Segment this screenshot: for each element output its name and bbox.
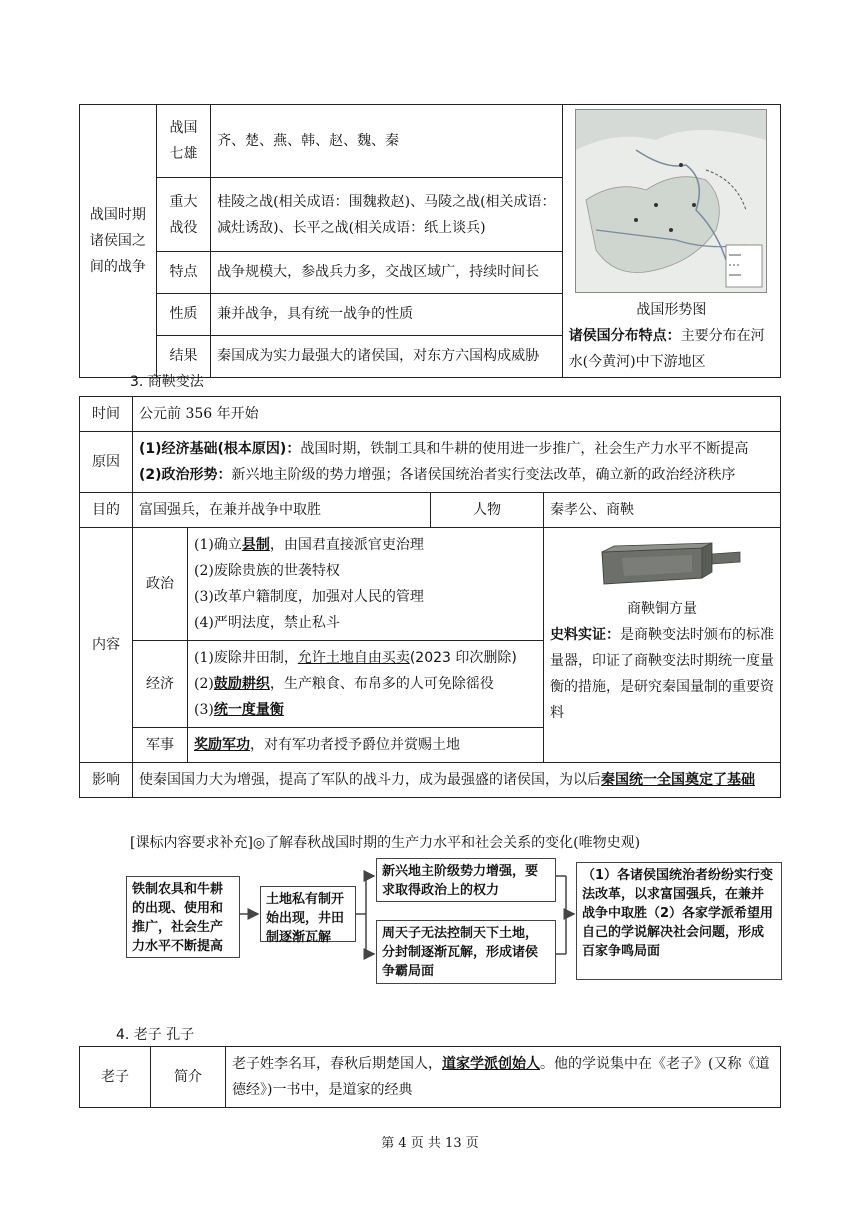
content-label: 内容 [80,528,133,763]
laozi-text: 老子姓李名耳，春秋后期楚国人，道家学派创始人。他的学说集中在《老子》(又称《道德经》)一书中，是道家的经典 [226,1047,781,1108]
evidence-note [550,622,774,726]
artifact-cell [544,528,781,763]
flow-box-productivity: 铁制农具和牛耕的出现、使用和推广，社会生产力水平不断提高 [126,876,240,958]
reform-table [79,396,781,798]
evidence-label: 史料实证： [550,627,620,643]
text-battles: 桂陵之战(相关成语：围魏救赵)、马陵之战(相关成语：减灶诱敌)、长平之战(相关成语：纸上谈兵) [211,178,563,251]
laozi-person: 老子 [80,1047,151,1108]
page-footer: 第 4 页 共 13 页 [381,1136,479,1151]
time-text: 公元前 356 年开始 [133,397,781,432]
map-graphic [576,110,766,292]
purpose-text: 富国强兵，在兼并战争中取胜 [133,493,431,528]
reason-label: 原因 [80,432,133,493]
military-merit: 奖励军功 [194,737,250,753]
label-features: 特点 [156,251,210,293]
unify-measures: 统一度量衡 [213,702,284,718]
flow-diagram [126,858,786,984]
map-caption: 战国形势图 [636,302,707,318]
daoist-founder: 道家学派创始人 [442,1056,540,1072]
economy-cell: (1)废除井田制，允许土地自由买卖(2023 印次删除) (2)鼓励耕织，生产粮食、布帛多的人可免除徭役 (3)统一度量衡 [188,641,544,728]
label-nature: 性质 [156,293,210,335]
row-title: 战国时期诸侯国之间的战争 [80,105,157,378]
free-land-trade: 允许土地自由买卖 [297,650,410,666]
encourage-farming: 鼓励耕织 [213,676,270,692]
map-note-label: 诸侯国分布特点： [568,328,681,344]
bronze-measure-image [562,538,762,594]
text-nature: 兼并战争，具有统一战争的性质 [211,293,563,335]
impact-cell: 使秦国国力大为增强，提高了军队的战斗力，成为最强盛的诸侯国，为以后秦国统一全国奠定了基础 [133,763,781,798]
evidence-text: 是商鞅变法时颁布的标准量器，印证了商鞅变法时期统一度量衡的措施，是研究秦国量制的重要资料 [550,627,774,721]
text-features: 战争规模大，参战兵力多，交战区域广，持续时间长 [211,251,563,293]
military-label: 军事 [133,728,188,763]
label-battles: 重大战役 [156,178,210,251]
county-system: 县制 [241,537,270,553]
person-text: 秦孝公、商鞅 [544,493,781,528]
economy-label: 经济 [133,641,188,728]
warring-states-table [79,104,781,378]
reason2-head: (2)政治形势： [139,467,232,483]
reason1-head: (1)经济基础(根本原因)： [139,441,301,457]
person-label: 人物 [431,493,544,528]
text-result: 秦国成为实力最强大的诸侯国，对东方六国构成威胁 [211,335,563,377]
flow-box-outcomes: （1）各诸侯国统治者纷纷实行变法改革，以求富国强兵，在兼并战争中取胜（2）各家学派希望用自己的学说解决社会问题，形成百家争鸣局面 [576,862,782,980]
warring-states-map [575,109,767,293]
impact-label: 影响 [80,763,133,798]
supplement-title: [课标内容要求补充]◎了解春秋战国时期的生产力水平和社会关系的变化(唯物史观) [130,835,641,851]
text-seven: 齐、楚、燕、韩、赵、魏、秦 [211,105,563,178]
section3-title: 3. 商鞅变法 [130,374,204,390]
reason1-text: 战国时期，铁制工具和牛耕的使用进一步推广，社会生产力水平不断提高 [300,441,749,457]
politics-label: 政治 [133,528,188,641]
map-note-text: 主要分布在河水(今黄河)中下游地区 [568,328,765,370]
reason-cell [133,432,781,493]
artifact-caption: 商鞅铜方量 [627,601,697,617]
flow-box-feudal-collapse: 周天子无法控制天下土地，分封制逐渐瓦解，形成诸侯争霸局面 [376,920,556,984]
laozi-table [79,1046,781,1108]
flow-box-landlord: 新兴地主阶级势力增强，要求取得政治上的权力 [376,858,556,902]
purpose-label: 目的 [80,493,133,528]
impact-emph: 秦国统一全国奠定了基础 [601,772,755,788]
map-cell [562,105,780,378]
laozi-label: 简介 [151,1047,226,1108]
time-label: 时间 [80,397,133,432]
flow-box-land-private: 土地私有制开始出现，井田制逐渐瓦解 [260,886,356,942]
section4-title: 4. 老子 孔子 [116,1027,195,1043]
label-result: 结果 [156,335,210,377]
map-note [569,323,774,375]
military-cell: 奖励军功，对有军功者授予爵位并赏赐土地 [188,728,544,763]
reason2-text: 新兴地主阶级的势力增强；各诸侯国统治者实行变法改革，确立新的政治经济秩序 [231,467,736,483]
label-seven: 战国七雄 [156,105,210,178]
politics-cell: (1)确立县制，由国君直接派官吏治理 (2)废除贵族的世袭特权 (3)改革户籍制度，加强对人民的管理 (4)严明法度，禁止私斗 [188,528,544,641]
